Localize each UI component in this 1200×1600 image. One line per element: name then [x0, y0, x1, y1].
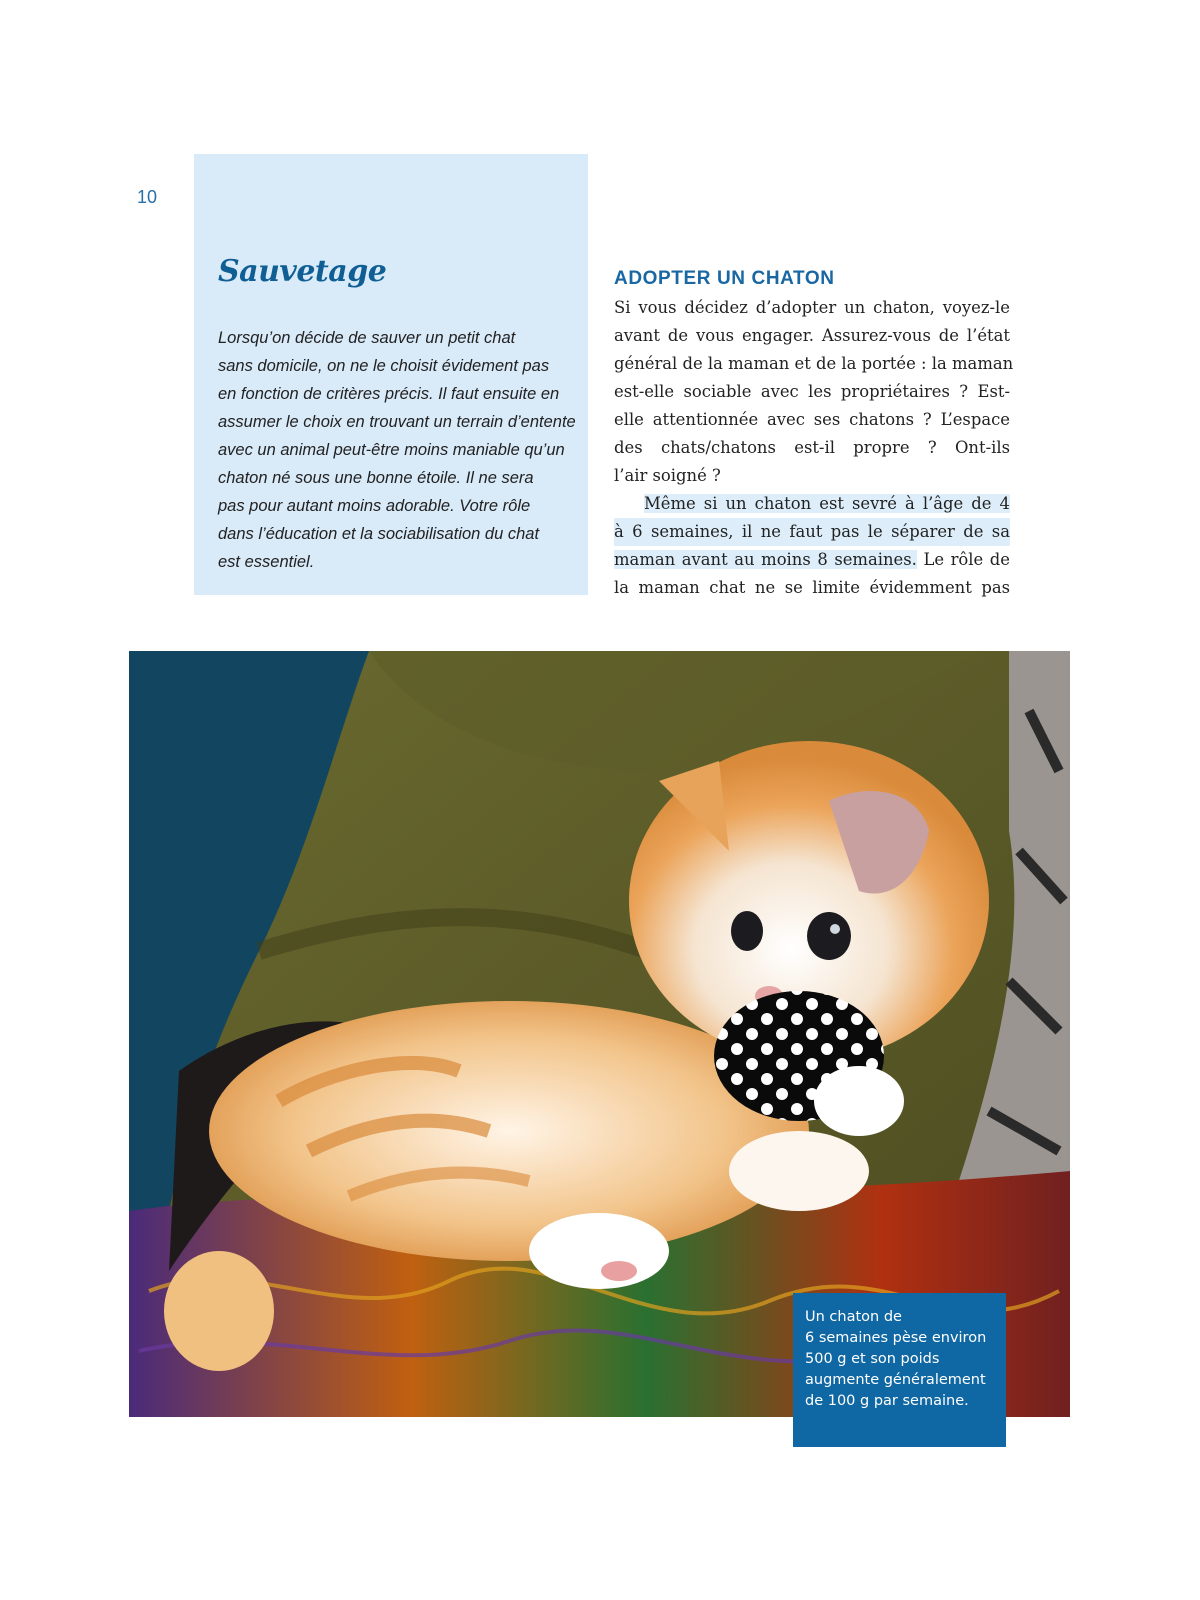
caption-line: augmente généralement	[805, 1372, 986, 1388]
body-line-highlighted: à 6 semaines, il ne faut pas le séparer de sa	[614, 518, 1010, 546]
photo-caption	[793, 1293, 1006, 1447]
body-line: elle attentionnée avec ses chatons ? L’espace	[614, 410, 1010, 429]
sidebar-line: est essentiel.	[218, 553, 315, 571]
body-line: est-elle sociable avec les propriétaires ? Est-	[614, 382, 1010, 401]
sidebar-line: sans domicile, on ne le choisit évidement pas	[218, 357, 550, 375]
caption-line: 500 g et son poids	[805, 1351, 940, 1367]
sidebar-line: chaton né sous une bonne étoile. Il ne sera	[218, 469, 534, 487]
sidebar-box	[194, 154, 588, 595]
body-line: général de la maman et de la portée : la maman	[614, 354, 1014, 373]
article	[614, 268, 1014, 602]
article-heading: ADOPTER UN CHATON	[614, 268, 835, 289]
sidebar-line: Lorsqu’on décide de sauver un petit chat	[218, 329, 516, 347]
sidebar-line: dans l’éducation et la sociabilisation du chat	[218, 525, 540, 543]
page-number: 10	[137, 187, 158, 207]
sidebar-title: Sauvetage	[218, 254, 387, 289]
caption-line: 6 semaines pèse environ	[805, 1330, 987, 1346]
body-text: Le rôle de	[916, 550, 1010, 569]
sidebar-line: en fonction de critères précis. Il faut ensuite en	[218, 385, 560, 403]
sidebar-line: avec un animal peut-être moins maniable qu’un	[218, 441, 565, 459]
sidebar-text	[218, 324, 576, 576]
body-line: la maman chat ne se limite évidemment pas	[614, 578, 1010, 597]
sidebar-line: pas pour autant moins adorable. Votre rôle	[218, 497, 531, 515]
body-line-highlighted	[614, 490, 1010, 518]
caption-line: Un chaton de	[805, 1309, 902, 1325]
caption-line: de 100 g par semaine.	[805, 1393, 969, 1409]
sidebar-line: assumer le choix en trouvant un terrain d’entente	[218, 413, 576, 431]
highlighted-text: Même si un chaton est sevré à l’âge de 4	[644, 494, 1010, 513]
body-line: avant de vous engager. Assurez-vous de l’état	[614, 326, 1010, 345]
body-line: des chats/chatons est-il propre ? Ont-ils	[614, 438, 1010, 457]
highlighted-text: maman avant au moins 8 semaines.	[614, 550, 917, 569]
body-line: l’air soigné ?	[614, 466, 721, 485]
body-line: Si vous décidez d’adopter un chaton, voyez-le	[614, 298, 1010, 317]
body-line	[614, 546, 1010, 574]
article-body	[614, 294, 1014, 602]
